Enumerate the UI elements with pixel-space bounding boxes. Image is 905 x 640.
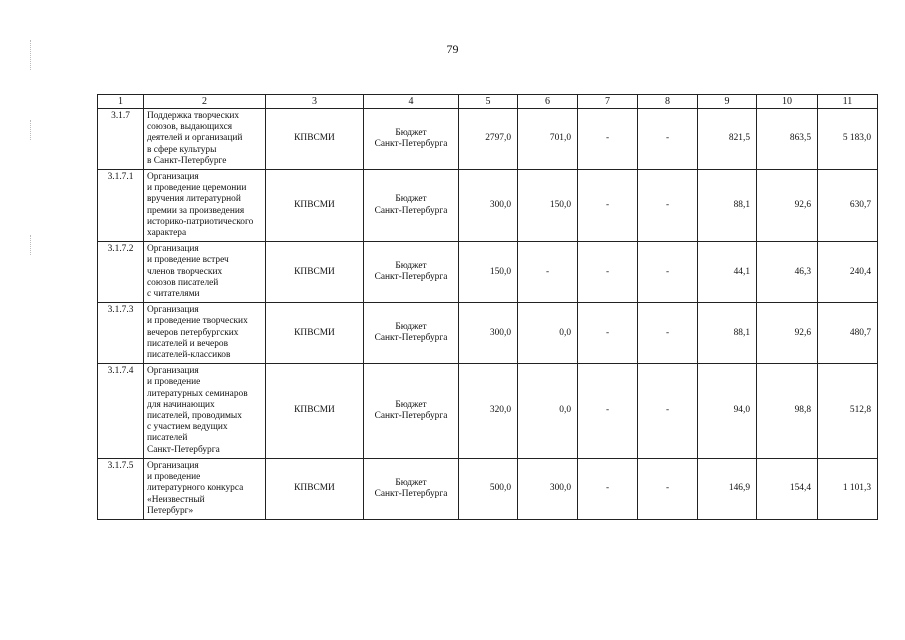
row-executor: КПВСМИ [266,242,364,303]
row-value-c10: 92,6 [757,170,818,242]
column-header: 8 [638,95,698,109]
column-header: 3 [266,95,364,109]
description-line: для начинающих [147,399,215,410]
funding-source-line: Санкт-Петербурга [374,205,448,216]
column-header: 10 [757,95,818,109]
row-value-c6: 300,0 [518,458,578,519]
row-value-c6: 0,0 [518,364,578,459]
funding-source-line: Бюджет [395,127,427,138]
row-description [144,109,266,170]
row-funding-source [364,364,459,459]
column-header: 6 [518,95,578,109]
row-code: 3.1.7.2 [98,242,144,303]
column-header: 4 [364,95,459,109]
description-line: литературного конкурса [147,483,244,494]
description-line: Организация [147,460,199,471]
row-value-c9: 88,1 [698,303,757,364]
row-value-c10: 46,3 [757,242,818,303]
row-value-c7: - [578,364,638,459]
column-header: 1 [98,95,144,109]
row-value-c5: 300,0 [459,303,518,364]
row-value-c9: 44,1 [698,242,757,303]
description-line: Санкт-Петербурга [147,444,220,455]
row-value-c7: - [578,303,638,364]
row-funding-source [364,303,459,364]
row-value-c7: - [578,170,638,242]
row-value-c6: 150,0 [518,170,578,242]
column-header: 2 [144,95,266,109]
funding-source-line: Санкт-Петербурга [374,488,448,499]
row-value-c10: 154,4 [757,458,818,519]
description-line: Поддержка творческих [147,111,240,121]
column-header: 11 [818,95,878,109]
row-value-c11: 480,7 [818,303,878,364]
description-line: в Санкт-Петербурге [147,155,227,166]
description-line: писателей-классиков [147,350,231,361]
row-code: 3.1.7 [98,109,144,170]
row-value-c10: 863,5 [757,109,818,170]
description-line: и проведение творческих [147,316,248,327]
funding-source-line: Санкт-Петербурга [374,411,448,422]
row-value-c8: - [638,364,698,459]
description-line: союзов писателей [147,277,219,288]
table-row [98,303,878,364]
description-line: писателей и вечеров [147,338,229,349]
row-value-c5: 500,0 [459,458,518,519]
description-line: «Неизвестный [147,494,205,505]
description-line: в сфере культуры [147,144,217,155]
row-value-c11: 630,7 [818,170,878,242]
row-executor: КПВСМИ [266,303,364,364]
column-header: 9 [698,95,757,109]
row-funding-source [364,170,459,242]
row-value-c11: 1 101,3 [818,458,878,519]
row-value-c11: 240,4 [818,242,878,303]
description-line: Организация [147,366,199,377]
description-line: деятелей и организаций [147,133,243,144]
row-description [144,242,266,303]
row-value-c9: 146,9 [698,458,757,519]
row-value-c5: 2797,0 [459,109,518,170]
margin-mark [30,235,32,255]
row-value-c6: - [518,242,578,303]
description-line: литературных семинаров [147,388,248,399]
row-code: 3.1.7.4 [98,364,144,459]
description-line: и проведение встреч [147,255,229,266]
margin-mark [30,120,32,140]
row-code: 3.1.7.5 [98,458,144,519]
header-row [98,95,878,109]
description-line: членов творческих [147,266,223,277]
funding-source-line: Бюджет [395,194,427,205]
description-line: вручения литературной [147,194,241,205]
funding-source-line: Санкт-Петербурга [374,139,448,149]
description-line: Петербург» [147,505,194,516]
row-executor: КПВСМИ [266,458,364,519]
description-line: писателей, проводимых [147,411,242,422]
description-line: вечеров петербургских [147,327,239,338]
row-funding-source [364,458,459,519]
row-value-c8: - [638,303,698,364]
table-row [98,170,878,242]
funding-source-line: Санкт-Петербурга [374,333,448,344]
row-value-c6: 0,0 [518,303,578,364]
description-line: союзов, выдающихся [147,122,233,133]
row-executor: КПВСМИ [266,364,364,459]
page-number: 79 [446,42,459,56]
row-value-c11: 512,8 [818,364,878,459]
description-line: Организация [147,172,199,183]
row-value-c8: - [638,242,698,303]
description-line: с участием ведущих [147,422,228,433]
description-line: премии за произведения [147,205,245,216]
row-executor: КПВСМИ [266,109,364,170]
column-header: 7 [578,95,638,109]
margin-mark [30,40,32,70]
description-line: и проведение [147,377,201,388]
row-description [144,303,266,364]
table-body [98,109,878,520]
funding-source-line: Бюджет [395,477,427,488]
row-value-c8: - [638,170,698,242]
description-line: и проведение [147,472,201,483]
funding-source-line: Бюджет [395,399,427,410]
table-row [98,458,878,519]
row-value-c8: - [638,458,698,519]
funding-source-line: Бюджет [395,322,427,333]
row-value-c7: - [578,242,638,303]
row-funding-source [364,242,459,303]
row-description [144,458,266,519]
funding-source-line: Бюджет [395,261,427,272]
description-line: характера [147,228,187,239]
funding-source-line: Санкт-Петербурга [374,272,448,283]
row-value-c9: 821,5 [698,109,757,170]
description-line: историко-патриотического [147,216,254,227]
row-value-c6: 701,0 [518,109,578,170]
table-row [98,109,878,170]
description-line: Организация [147,305,199,316]
table-row [98,242,878,303]
row-code: 3.1.7.1 [98,170,144,242]
row-code: 3.1.7.3 [98,303,144,364]
row-executor: КПВСМИ [266,170,364,242]
row-value-c9: 94,0 [698,364,757,459]
budget-table [97,94,878,520]
row-value-c7: - [578,109,638,170]
description-line: Организация [147,244,199,255]
table-row [98,364,878,459]
row-value-c9: 88,1 [698,170,757,242]
row-funding-source [364,109,459,170]
row-value-c8: - [638,109,698,170]
row-value-c5: 300,0 [459,170,518,242]
row-value-c5: 150,0 [459,242,518,303]
row-value-c5: 320,0 [459,364,518,459]
row-description [144,364,266,459]
column-header: 5 [459,95,518,109]
row-description [144,170,266,242]
description-line: и проведение церемонии [147,183,247,194]
row-value-c10: 92,6 [757,303,818,364]
description-line: писателей [147,433,188,444]
row-value-c10: 98,8 [757,364,818,459]
description-line: с читателями [147,289,200,300]
row-value-c11: 5 183,0 [818,109,878,170]
row-value-c7: - [578,458,638,519]
